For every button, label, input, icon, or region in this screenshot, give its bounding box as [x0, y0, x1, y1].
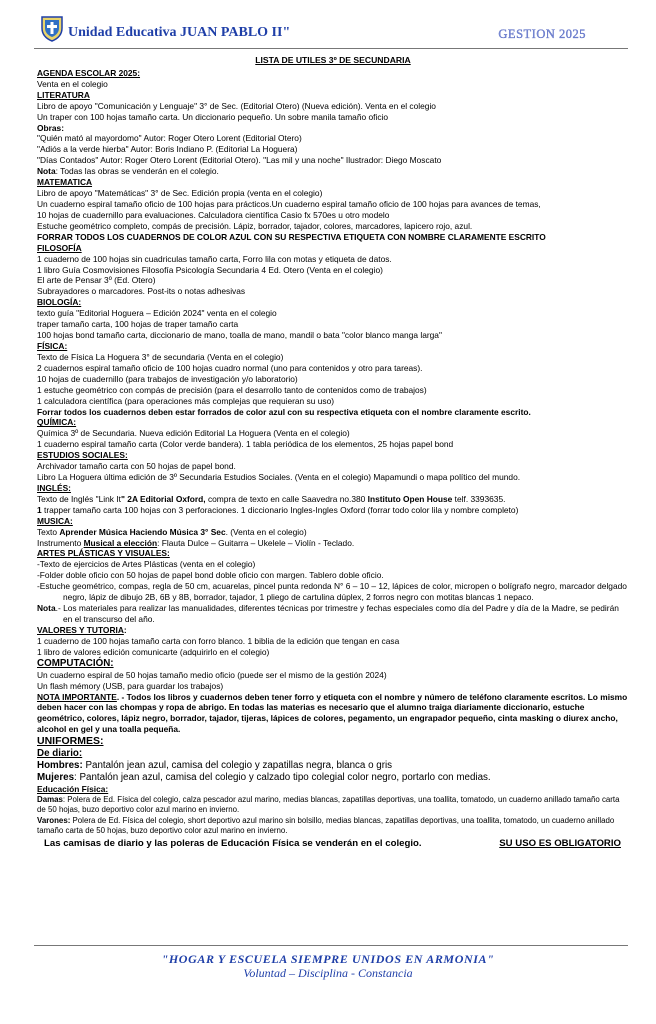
text-run: : Pantalón jean azul, camisa del colegio y calzado tipo colegial color negro, portarlo con medias.	[74, 771, 491, 783]
header-divider	[34, 48, 628, 49]
literatura-note	[37, 166, 629, 177]
list-item: Subrayadores o marcadores. Post-its o notas adhesivas	[37, 286, 246, 297]
list-item: Venta en el colegio	[37, 78, 108, 89]
list-item: 1 cuaderno espiral tamaño carta (Color verde bandera). 1 tabla periódica de los elementos, 25 hojas papel bond	[37, 439, 454, 450]
list-item: 2 cuadernos espiral tamaño oficio de 100 hojas cuadro normal (uno para contenidos y otro para tareas).	[37, 362, 423, 373]
list-item: -Estuche geométrico, compas, regla de 50 cm, acuarelas, pincel punta redonda N° 6 – 10 – 12, lápices de color, micropen o bolígrafo negro, marcador delgado negro, lápiz de dibujo 2B, 6B y 8B, borrador, tajador, 1 pliego de cartulina dúplex, 2 forros negro con motitas blancas 1 nepaco.	[37, 581, 627, 603]
page-title: LISTA DE UTILES 3º DE SECUNDARIA	[255, 55, 411, 65]
list-item: 1 libro de valores edición comunicarte (adquirirlo en el colegio)	[37, 646, 270, 657]
list-item: 1 cuaderno de 100 hojas sin cuadriculas tamaño carta, Forro lila con motas y etiqueta de datos.	[37, 253, 392, 264]
text-run: Hombres:	[37, 759, 83, 771]
school-motto: "HOGAR Y ESCUELA SIEMPRE UNIDOS EN ARMONIA"	[161, 952, 495, 966]
text-run: trapper tamaño carta 100 hojas con 3 perforaciones. 1 diccionario Ingles-Ingles Oxford (forrar todo color lila y nombre completo)	[41, 504, 519, 515]
matematica-note: FORRAR TODOS LOS CUADERNOS DE COLOR AZUL CON SU RESPECTIVA ETIQUETA CON NOMBRE CLARAMENTE ESCRITO	[37, 231, 546, 242]
uniform-varones	[37, 816, 629, 837]
section-heading-literatura: LITERATURA	[37, 89, 90, 100]
list-item: Archivador tamaño carta con 50 hojas de papel bond.	[37, 461, 236, 472]
text-run: Mujeres	[37, 771, 75, 783]
closing-text: Las camisas de diario y las poleras de Educación Física se venderán en el colegio.	[44, 838, 422, 850]
text-run: : Flauta Dulce – Guitarra – Ukelele – Violín - Teclado.	[157, 537, 355, 548]
text-run: Varones:	[37, 815, 71, 825]
list-item: El arte de Pensar 3º (Ed. Otero)	[37, 275, 156, 286]
artes-note	[37, 603, 629, 625]
fisica-note: Forrar todos los cuadernos deben estar forrados de color azul con su respectiva etiqueta con el nombre claramente escrito.	[37, 406, 531, 417]
list-item: Texto de Física La Hoguera 3° de secundaria (Venta en el colegio)	[37, 351, 284, 362]
list-item	[37, 494, 629, 505]
text-run: Polera de Ed. Física del colegio, short deportivo azul marino sin bolsillo, medias blancas, zapatillas deportivas, una toallita, tomatodo, un cuaderno anillado tamaño carta de 50 hojas, buzo deportivo color azul marino en invierno.	[37, 815, 615, 836]
list-item: traper tamaño carta, 100 hojas de traper tamaño carta	[37, 319, 239, 330]
list-item: Estuche geométrico completo, compás de precisión. Lápiz, borrador, tajador, colores, marcadores, lapicero rojo, azul.	[37, 220, 473, 231]
list-item: -Texto de ejercicios de Artes Plásticas (venta en el colegio)	[37, 559, 256, 570]
text-run: Texto de Inglés "Link It	[37, 493, 121, 504]
note-text: .- Los materiales para realizar las manualidades, diferentes técnicas por trimestre y fechas especiales como día del Padre y día de la Madre, se pedirán en el transcurso del año.	[55, 603, 619, 625]
section-heading-uniformes: UNIFORMES:	[37, 735, 104, 748]
letterhead	[40, 12, 630, 48]
supply-list	[37, 55, 629, 850]
text-run: : Polera de Ed. Física del colegio, calza pescador azul marino, medias blancas, zapatillas deportivas, una toallita, tomatodo, un cuaderno anillado tamaño carta de 50 hojas, buzo deportivo color azul marino en invierno.	[37, 794, 620, 815]
closing-line	[37, 838, 629, 850]
list-item: "Adiós a la verde hierba" Autor: Boris Indiano P. (Editorial La Hoguera)	[37, 144, 298, 155]
text-run: Texto	[37, 526, 60, 537]
list-item: texto guía "Editorial Hoguera – Edición 2024" venta en el colegio	[37, 308, 277, 319]
uniform-hombres	[37, 760, 629, 772]
list-item: Un cuaderno espiral de 50 hojas tamaño medio oficio (puede ser el mismo de la gestión 2024)	[37, 669, 387, 680]
list-item: -Folder doble oficio con 50 hojas de papel bond doble oficio con margen. Tablero doble oficio.	[37, 570, 384, 581]
list-item: 1 calculadora científica (para operaciones más complejas que requieran su uso)	[37, 395, 335, 406]
section-heading-filosofia: FILOSOFÍA	[37, 242, 82, 253]
list-item: "Quién mató al mayordomo" Autor: Roger Otero Lorent (Editorial Otero)	[37, 133, 302, 144]
text-run: compra de texto en calle Saavedra no.380	[205, 493, 368, 504]
list-item: Química 3º de Secundaria. Nueva edición Editorial La Hoguera (Venta en el colegio)	[37, 428, 350, 439]
section-heading-agenda: AGENDA ESCOLAR 2025:	[37, 67, 141, 78]
section-heading-artes: ARTES PLÁSTICAS Y VISUALES:	[37, 548, 170, 559]
list-item: "Días Contados" Autor: Roger Otero Lorent (Editorial Otero). "Las mil y una noche" Ilustrador: Diego Moscato	[37, 155, 442, 166]
list-item: 10 hojas de cuadernillo (para trabajos de investigación y/o laboratorio)	[37, 373, 298, 384]
list-item: 10 hojas de cuadernillo para evaluaciones. Calculadora científica Casio fx 570es u otro modelo	[37, 209, 390, 220]
section-heading-musica: MUSICA:	[37, 515, 73, 526]
text-run: " 2A Editorial Oxford,	[120, 493, 206, 504]
text-run: :	[123, 624, 127, 635]
text-run: Pantalón jean azul, camisa del colegio y zapatillas negra, blanca o gris	[82, 759, 393, 771]
section-heading-biologia: BIOLOGÍA:	[37, 297, 82, 308]
footer-divider	[34, 945, 628, 946]
text-run: Musical a elección	[83, 537, 158, 548]
important-note	[37, 692, 629, 736]
note-text: . - Todos los libros y cuadernos deben tener forro y etiqueta con el nombre y número de teléfono claramente escritos. Lo mismo deben hacer con las chompas y ropa de abrigo. En todas las materias es necesario que el alumno traiga diariamente diccionario, estuche geométrico, colores, lápiz negro, borrador, tajador, tijeras, lápices de colores, pegamento, un engrapador pequeño, cinta masking o diurex ancho, alcohol en gel y una toalla pequeña.	[37, 691, 628, 735]
list-item: 1 libro Guía Cosmovisiones Filosofía Psicología Secundaria 4 Ed. Otero (Venta en el colegio)	[37, 264, 383, 275]
gestion-year: GESTION 2025	[498, 27, 586, 41]
section-heading-computacion: COMPUTACIÓN:	[37, 657, 114, 669]
section-heading-quimica: QUÍMICA:	[37, 417, 77, 428]
text-run: Instrumento	[37, 537, 84, 548]
obras-heading: Obras:	[37, 122, 64, 133]
text-run: Damas	[37, 794, 63, 804]
diario-heading: De diario:	[37, 747, 83, 759]
section-heading-matematica: MATEMATICA	[37, 177, 93, 188]
list-item: Un cuaderno espiral tamaño oficio de 100 hojas para prácticos.Un cuaderno espiral tamaño oficio de 100 hojas para avances de temas,	[37, 198, 541, 209]
note-label: Nota	[37, 603, 56, 614]
list-item	[37, 538, 629, 549]
text-run: 1	[37, 504, 42, 515]
note-text: : Todas las obras se venderán en el colegio.	[55, 166, 219, 177]
ef-heading: Educación Física:	[37, 783, 109, 794]
list-item: 1 estuche geométrico con compás de precisión (para el desarrollo tanto de contenidos como de trabajos)	[37, 384, 427, 395]
list-item	[37, 527, 629, 538]
section-heading-fisica: FÍSICA:	[37, 340, 68, 351]
section-heading-ingles: INGLÉS:	[37, 482, 71, 493]
text-run: Instituto Open House	[367, 493, 453, 504]
list-item: Un flash mémory (USB, para guardar los trabajos)	[37, 680, 224, 691]
list-item: Libro La Hoguera última edición de 3º Secundaria Estudios Sociales. (Venta en el colegio) Mapamundi o mapa político del mundo.	[37, 472, 521, 483]
text-run: telf. 3393635.	[452, 493, 506, 504]
section-heading-valores	[37, 625, 629, 636]
list-item	[37, 505, 629, 516]
list-item: Libro de apoyo "Matemáticas" 3° de Sec. Edición propia (venta en el colegio)	[37, 188, 323, 199]
uniform-damas	[37, 795, 629, 816]
text-run: Aprender Música Haciendo Música 3° Sec	[59, 526, 226, 537]
list-item: 100 hojas bond tamaño carta, diccionario de mano, toalla de mano, mandil o bata "color blanco manga larga"	[37, 330, 442, 341]
school-crest-icon	[40, 14, 64, 42]
list-item: Un traper con 100 hojas tamaño carta. Un diccionario pequeño. Un sobre manila tamaño oficio	[37, 111, 389, 122]
note-label: NOTA IMPORTANTE	[37, 691, 117, 702]
mandatory-note: SU USO ES OBLIGATORIO	[499, 838, 621, 850]
section-heading-sociales: ESTUDIOS SOCIALES:	[37, 450, 128, 461]
school-name: Unidad Educativa JUAN PABLO II"	[68, 25, 291, 40]
school-values: Voluntad – Disciplina - Constancia	[243, 966, 413, 980]
note-label: Nota	[37, 166, 56, 177]
text-run: . (Venta en el colegio)	[225, 526, 307, 537]
text-run: VALORES Y TUTORIA	[37, 624, 124, 635]
uniform-mujeres	[37, 772, 629, 784]
list-item: Libro de apoyo "Comunicación y Lenguaje" 3° de Sec. (Editorial Otero) (Nueva edición). Venta en el colegio	[37, 100, 436, 111]
list-item: 1 cuaderno de 100 hojas tamaño carta con forro blanco. 1 biblia de la edición que tengan en casa	[37, 635, 400, 646]
